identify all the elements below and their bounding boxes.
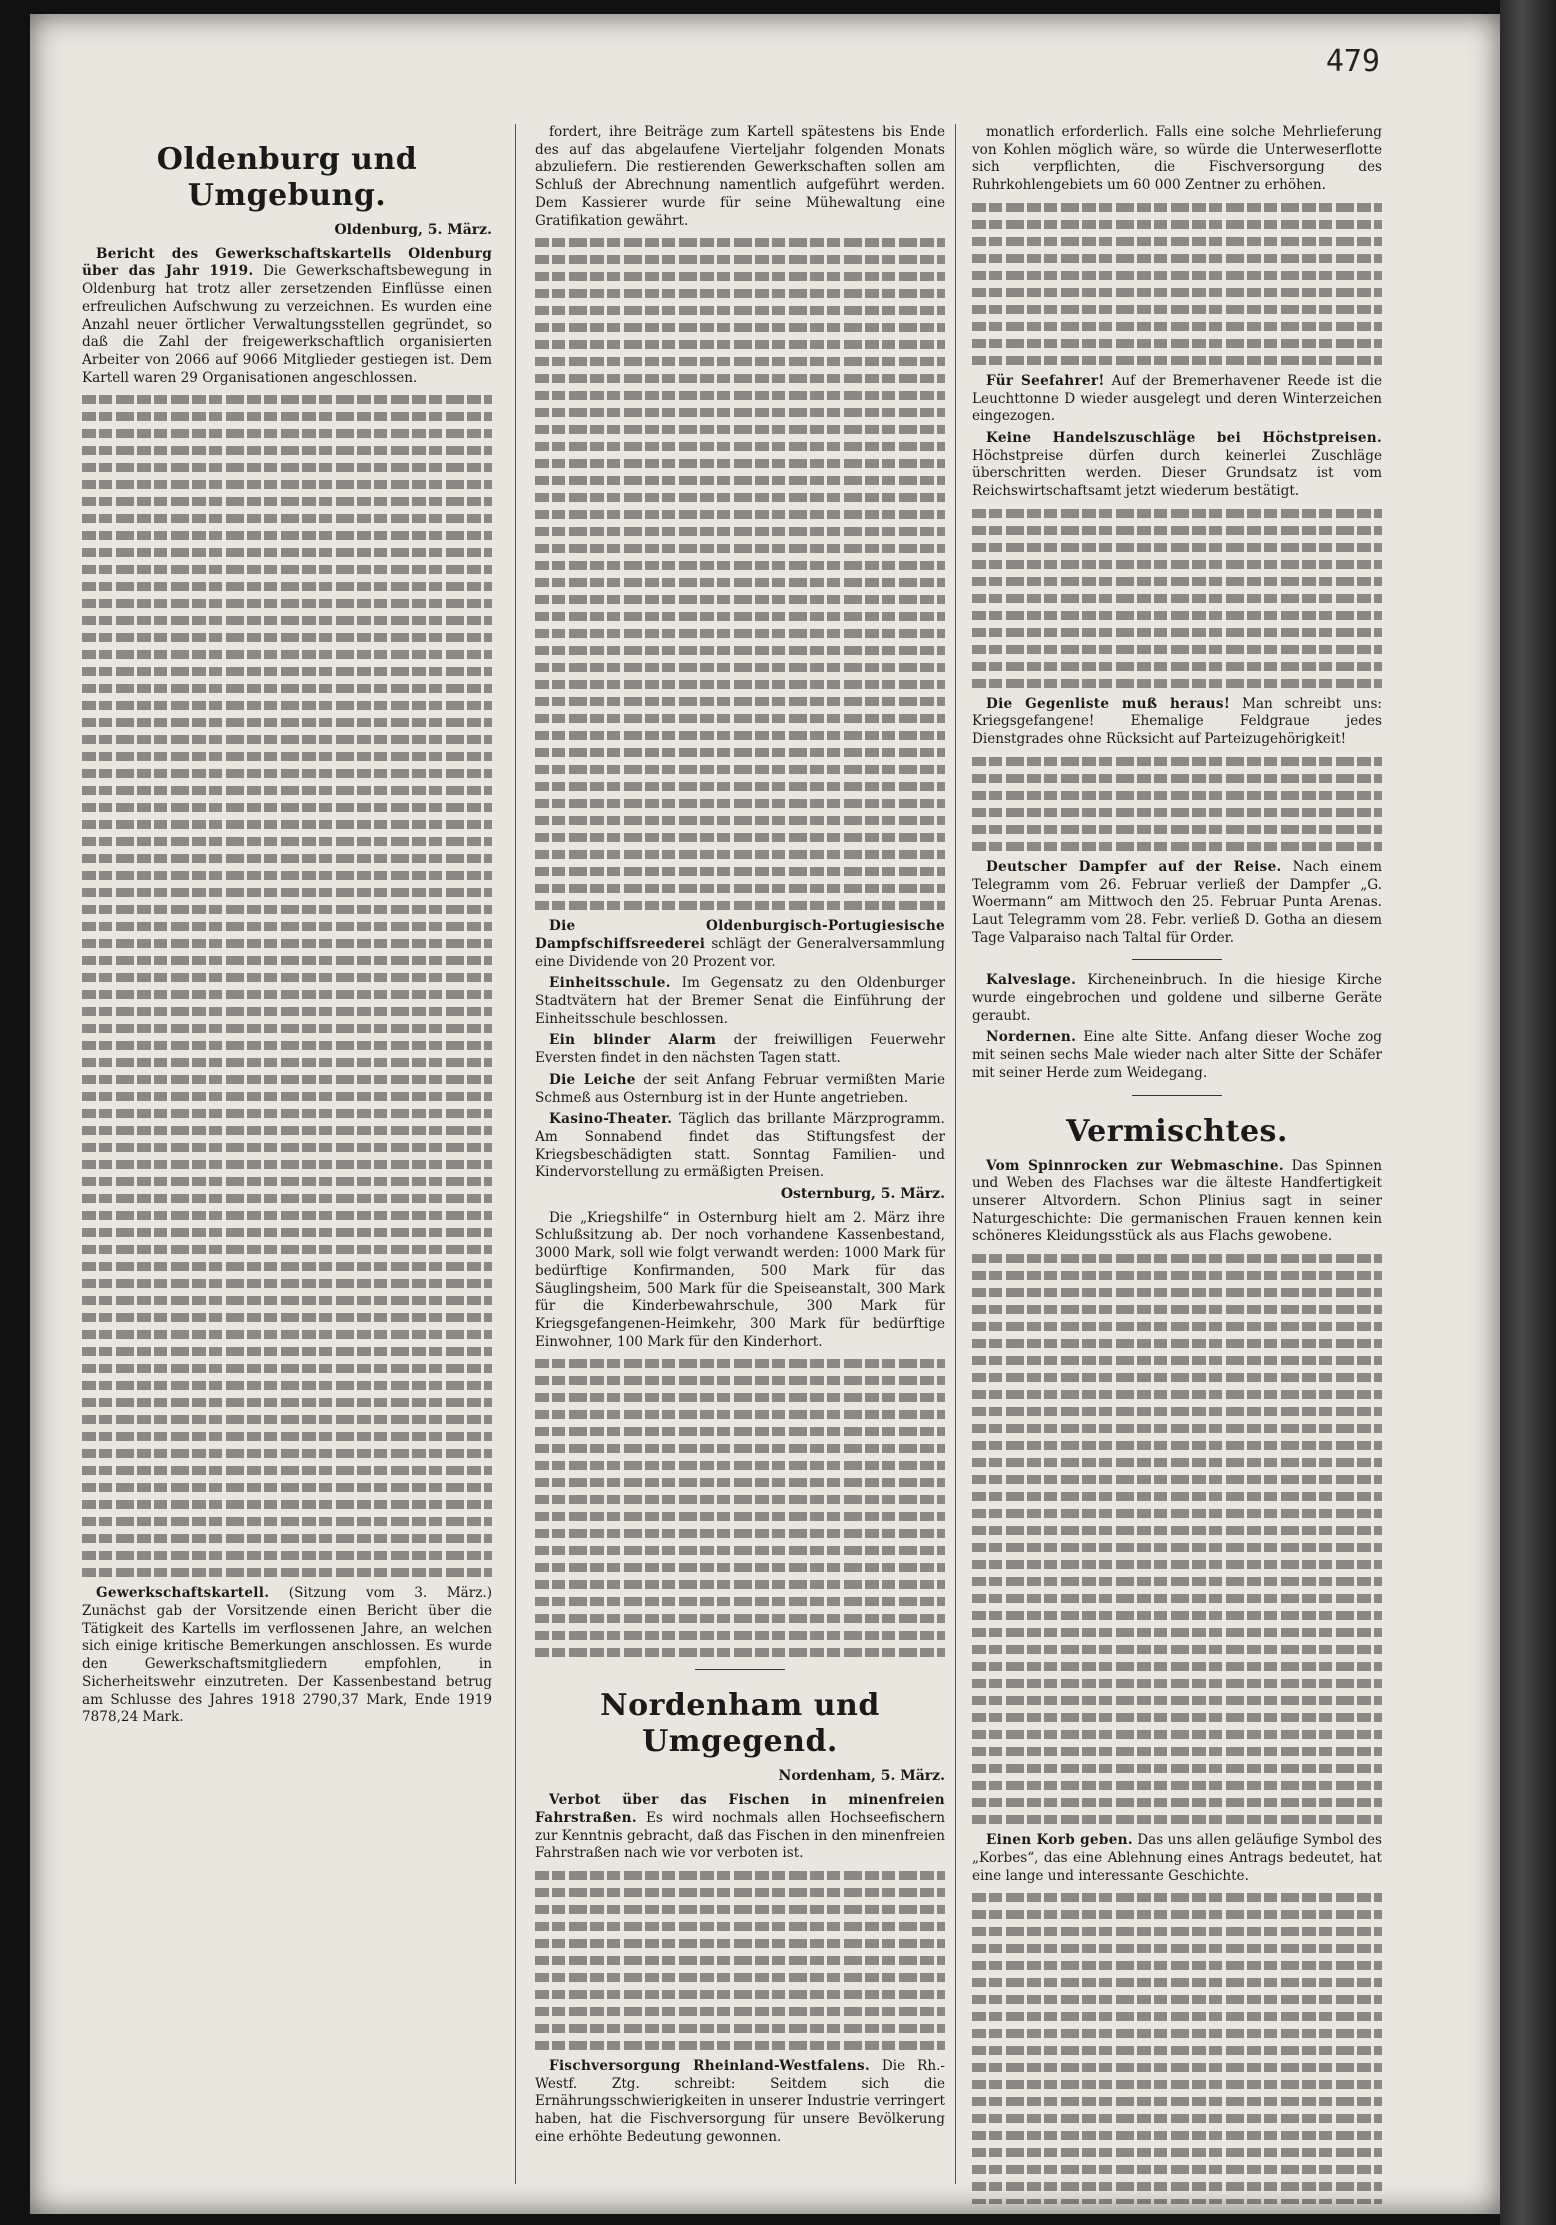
article-lead: Vom Spinnrocken zur Webmaschine.	[986, 1157, 1284, 1174]
article-text: Im Gegensatz zu den Oldenburger Stadtvätern hat der Bremer Senat die Einführung der Einheitsschule beschlossen.	[535, 975, 945, 1027]
article-lead: Einheitsschule.	[549, 975, 671, 992]
article-text: Täglich das brillante Märzprogramm. Am Sonnabend findet das Stiftungsfest der Kriegsbeschädigten statt. Sonntag Familien- und Kindervorstellung zu ermäßigten Preisen.	[535, 1111, 945, 1181]
page-number: 479	[1325, 44, 1380, 79]
article	[972, 430, 1382, 501]
article-text: Kircheneinbruch. In die hiesige Kirche wurde eingebrochen und goldene und silberne Geräte geraubt.	[972, 972, 1382, 1024]
article-text: schlägt der Generalversammlung eine Dividende von 20 Prozent vor.	[535, 935, 945, 970]
article-text: der seit Anfang Februar vermißten Marie Schmeß aus Osternburg ist in der Hunte angetrieben.	[535, 1071, 945, 1106]
article-lead: Die Gegenliste muß heraus!	[986, 695, 1231, 712]
divider	[1132, 1095, 1222, 1096]
article-lead: Keine Handelszuschläge bei Höchstpreisen.	[986, 429, 1382, 446]
article-lead: Kalveslage.	[986, 972, 1077, 989]
section-title-oldenburg: Oldenburg und Umgebung.	[156, 142, 418, 213]
divider	[1132, 959, 1222, 960]
article	[535, 1032, 945, 1067]
article	[535, 1072, 945, 1107]
text-lines	[972, 509, 1382, 688]
text-lines	[82, 395, 492, 1577]
article	[972, 696, 1382, 749]
article-text: Das Spinnen und Weben des Flachses war die älteste Handfertigkeit unserer Altvordern. Schon Plinius sagt in seiner Naturgeschichte: Die germanischen Frauen kennen kein schöneres Kleidungsstück als aus Flachs gewobene.	[972, 1157, 1382, 1245]
article-text: Es wird nochmals allen Hochseefischern zur Kenntnis gebracht, daß das Fischen in den minenfreien Fahrstraßen nach wie vor verboten ist.	[535, 1809, 945, 1862]
article	[972, 1832, 1382, 1885]
article: Die „Kriegshilfe“ in Osternburg hielt am 2. März ihre Schlußsitzung ab. Der noch vorhandene Kassenbestand, 3000 Mark, soll wie folgt verwandt werden: 1000 Mark für bedürftige Konfirmanden, 500 Mark für das Säuglingsheim, 500 Mark für die Speiseanstalt, 300 Mark für die Kinderbewahrschule, 300 Mark für Kriegsgefangenen-Heimkehr, 300 Mark für bedürftige Einwohner, 100 Mark für den Kinderhort.	[535, 1209, 945, 1350]
article-lead: Für Seefahrer!	[986, 372, 1105, 389]
article-text: Eine alte Sitte. Anfang dieser Woche zog mit seinen sechs Male wieder nach alter Sitte der Schäfer mit seiner Herde zum Weidegang.	[972, 1029, 1382, 1081]
article-lead: Ein blinder Alarm	[549, 1032, 717, 1049]
article-text: Höchstpreise dürfen durch keinerlei Zuschläge überschritten werden. Dieser Grundsatz ist vom Reichswirtschaftsamt jetzt wiederum bestätigt.	[972, 447, 1382, 500]
text-lines	[972, 1254, 1382, 1824]
column-3	[972, 124, 1382, 2204]
article	[972, 373, 1382, 426]
column-rule	[515, 124, 516, 2184]
article-text: Die Gewerkschaftsbewegung in Oldenburg hat trotz aller zersetzenden Einflüsse einen erfreulichen Aufschwung zu verzeichnen. Es wurden eine Anzahl neuer örtlicher Verwaltungsstellen gegründet, so daß die Zahl der freigewerkschaftlich organisierten Arbeiter von 2066 auf 9066 Mitglieder gestiegen ist. Dem Kartell waren 29 Organisationen angeschlossen.	[82, 263, 492, 386]
article-text: Auf der Bremerhavener Reede ist die Leuchttonne D wieder ausgelegt und deren Winterzeichen eingezogen.	[972, 372, 1382, 425]
article	[82, 246, 492, 388]
text-lines	[972, 757, 1382, 851]
article-lead: Nordernen.	[986, 1029, 1077, 1046]
article-text: der freiwilligen Feuerwehr Eversten findet in den nächsten Tagen statt.	[535, 1032, 945, 1067]
text-lines	[535, 1871, 945, 2050]
article-text: (Sitzung vom 3. März.) Zunächst gab der Vorsitzende einen Bericht über die Tätigkeit des Kartells im verflossenen Jahre, an welchen sich einige kritische Bemerkungen anschlossen. Es wurde den Gewerkschaftsmitgliedern empfohlen, in Sicherheitswehr einzutreten. Der Kassenbestand betrug am Schlusse des Jahres 1918 2790,37 Mark, Ende 1919 7878,24 Mark.	[82, 1585, 492, 1726]
article	[535, 1111, 945, 1182]
article-lead: Bericht des Gewerkschaftskartells Oldenburg über das Jahr 1919.	[82, 245, 492, 280]
section-title-vermischtes: Vermischtes.	[1066, 1113, 1288, 1149]
book-binding	[1500, 0, 1556, 2225]
article	[535, 918, 945, 971]
article-lead: Deutscher Dampfer auf der Reise.	[986, 858, 1282, 875]
article-text: Man schreibt uns: Kriegsgefangene! Ehemalige Feldgraue jedes Dienstgrades ohne Rücksicht auf Parteizugehörigkeit!	[972, 695, 1382, 748]
article	[972, 972, 1382, 1025]
dateline: Oldenburg, 5. März.	[334, 222, 492, 238]
text-lines	[535, 1359, 945, 1657]
article-lead: Fischversorgung Rheinland-Westfalens.	[549, 2057, 871, 2074]
article-text: Die Rh.-Westf. Ztg. schreibt: Seitdem sich die Ernährungsschwierigkeiten in unserer Industrie verringert haben, hat die Fischversorgung für unsere Bevölkerung eine erhöhte Bedeutung gewonnen.	[535, 2057, 945, 2145]
article	[972, 124, 1382, 195]
article	[972, 1029, 1382, 1082]
newspaper-page	[30, 14, 1500, 2214]
article-text: Das uns allen geläufige Symbol des „Korbes“, das eine Ablehnung eines Antrags bedeutet, hat eine lange und interessante Geschichte.	[972, 1832, 1382, 1884]
article	[535, 975, 945, 1028]
article	[82, 1585, 492, 1727]
dateline: Nordenham, 5. März.	[778, 1768, 945, 1785]
column-rule	[955, 124, 956, 2184]
text-lines	[535, 238, 945, 910]
article-lead: Verbot über das Fischen in minenfreien Fahrstraßen.	[535, 1792, 945, 1826]
article	[972, 859, 1382, 948]
article-lead: Kasino-Theater.	[549, 1111, 673, 1128]
article-text: monatlich erforderlich. Falls eine solche Mehrlieferung von Kohlen möglich wäre, so würde die Unterweserflotte sich verpflichten, die Fischversorgung des Ruhrkohlengebiets um 60 000 Zentner zu erhöhen.	[972, 124, 1382, 194]
article	[535, 2058, 945, 2147]
column-2	[535, 124, 945, 2204]
text-lines	[972, 203, 1382, 365]
text-lines	[972, 1893, 1382, 2204]
article-lead: Einen Korb geben.	[986, 1832, 1133, 1849]
article-lead: Gewerkschaftskartell.	[96, 1585, 270, 1602]
article	[535, 1792, 945, 1863]
article	[535, 124, 945, 230]
section-title-nordenham: Nordenham und Umgegend.	[600, 1688, 880, 1760]
article-text: fordert, ihre Beiträge zum Kartell spätestens bis Ende des auf das abgelaufene Vierteljahr folgenden Monats abzuliefern. Die restierenden Gewerkschaften sollen am Schluß der Abrechnung namentlich aufgeführt werden. Dem Kassierer wurde für seine Mühewaltung eine Gratifikation gewährt.	[535, 124, 945, 229]
dateline: Osternburg, 5. März.	[780, 1186, 945, 1203]
article-text: Nach einem Telegramm vom 26. Februar verließ der Dampfer „G. Woermann“ am Mittwoch den 25. Februar Punta Arenas. Laut Telegramm vom 28. Febr. verließ D. Gotha an diesem Tage Valparaiso nach Taltal für Order.	[972, 858, 1382, 946]
divider	[695, 1669, 785, 1670]
article-lead: Die Oldenburgisch-Portugiesische Dampfschiffsreederei	[535, 918, 945, 952]
article-lead: Die Leiche	[549, 1071, 636, 1088]
column-1	[82, 124, 492, 2204]
article	[972, 1158, 1382, 1247]
